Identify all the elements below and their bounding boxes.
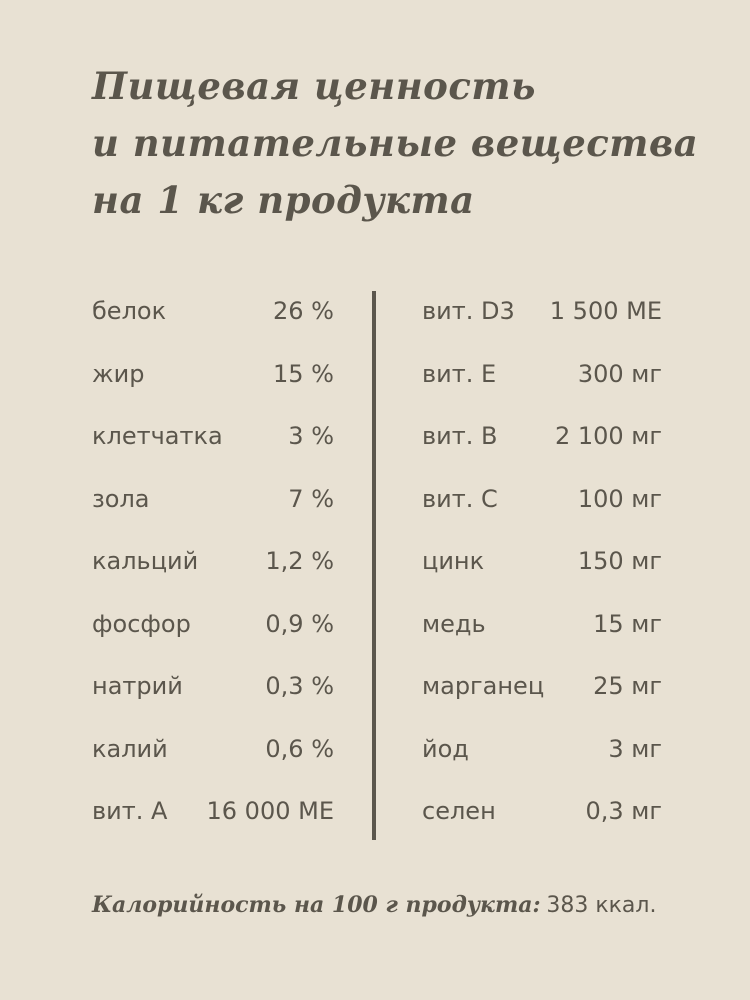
title-line-3: на 1 кг продукта (92, 178, 475, 222)
nutrient-value: 3 % (288, 422, 334, 451)
title-line-2: и питательные вещества (92, 121, 699, 165)
nutrient-row (422, 718, 662, 781)
nutrient-name: калий (92, 734, 168, 763)
nutrient-value: 1,2 % (265, 547, 334, 576)
nutrient-value: 25 мг (593, 672, 662, 701)
nutrient-value: 15 мг (593, 609, 662, 638)
nutrient-value: 16 000 МЕ (206, 797, 334, 826)
nutrient-row (422, 655, 662, 718)
calorie-value: 383 ккал. (546, 893, 657, 918)
nutrient-row (92, 280, 334, 343)
nutrient-value: 0,6 % (265, 734, 334, 763)
nutrient-row (92, 718, 334, 781)
calorie-label: Калорийность на 100 г продукта: (92, 892, 541, 918)
nutrient-name: цинк (422, 547, 485, 576)
nutrient-row (422, 530, 662, 593)
nutrient-row (92, 468, 334, 531)
nutrient-row (92, 655, 334, 718)
nutrient-row (92, 343, 334, 406)
nutrient-name: медь (422, 609, 486, 638)
nutrient-row (92, 530, 334, 593)
nutrient-value: 15 % (273, 359, 334, 388)
nutrient-row (422, 405, 662, 468)
title-line-1: Пищевая ценность (92, 64, 536, 108)
nutrient-name: марганец (422, 672, 545, 701)
nutrient-value: 300 мг (577, 359, 662, 388)
nutrient-row (92, 780, 334, 843)
nutrient-row (92, 593, 334, 656)
nutrient-value: 2 100 мг (554, 422, 662, 451)
nutrient-name: вит. Е (422, 359, 497, 388)
nutrient-name: фосфор (92, 609, 191, 638)
nutrient-value: 100 мг (577, 484, 662, 513)
nutrient-row (422, 343, 662, 406)
nutrients-right-column (422, 280, 662, 843)
nutrient-name: натрий (92, 672, 183, 701)
nutrient-name: вит. В (422, 422, 498, 451)
nutrient-value: 0,9 % (265, 609, 334, 638)
page-title (92, 58, 712, 229)
nutrient-row (422, 468, 662, 531)
nutrient-value: 1 500 МЕ (549, 297, 662, 326)
nutrient-name: зола (92, 484, 150, 513)
nutrient-row (422, 593, 662, 656)
nutrient-value: 150 мг (577, 547, 662, 576)
nutrient-name: йод (422, 734, 469, 763)
nutrient-name: клетчатка (92, 422, 223, 451)
nutrient-name: вит. D3 (422, 297, 515, 326)
nutrient-value: 26 % (273, 297, 334, 326)
nutrient-row (422, 280, 662, 343)
nutrient-row (92, 405, 334, 468)
nutrient-value: 7 % (288, 484, 334, 513)
nutrient-name: селен (422, 797, 496, 826)
nutrient-row (422, 780, 662, 843)
nutrient-name: вит. С (422, 484, 498, 513)
column-divider (372, 291, 376, 840)
nutrient-name: жир (92, 359, 145, 388)
nutrient-name: белок (92, 297, 167, 326)
calorie-footer (92, 892, 656, 918)
nutrient-value: 0,3 % (265, 672, 334, 701)
nutrient-name: вит. А (92, 797, 168, 826)
nutrient-name: кальций (92, 547, 199, 576)
nutrients-left-column (92, 280, 334, 843)
nutrient-value: 3 мг (608, 734, 662, 763)
nutrient-value: 0,3 мг (585, 797, 662, 826)
